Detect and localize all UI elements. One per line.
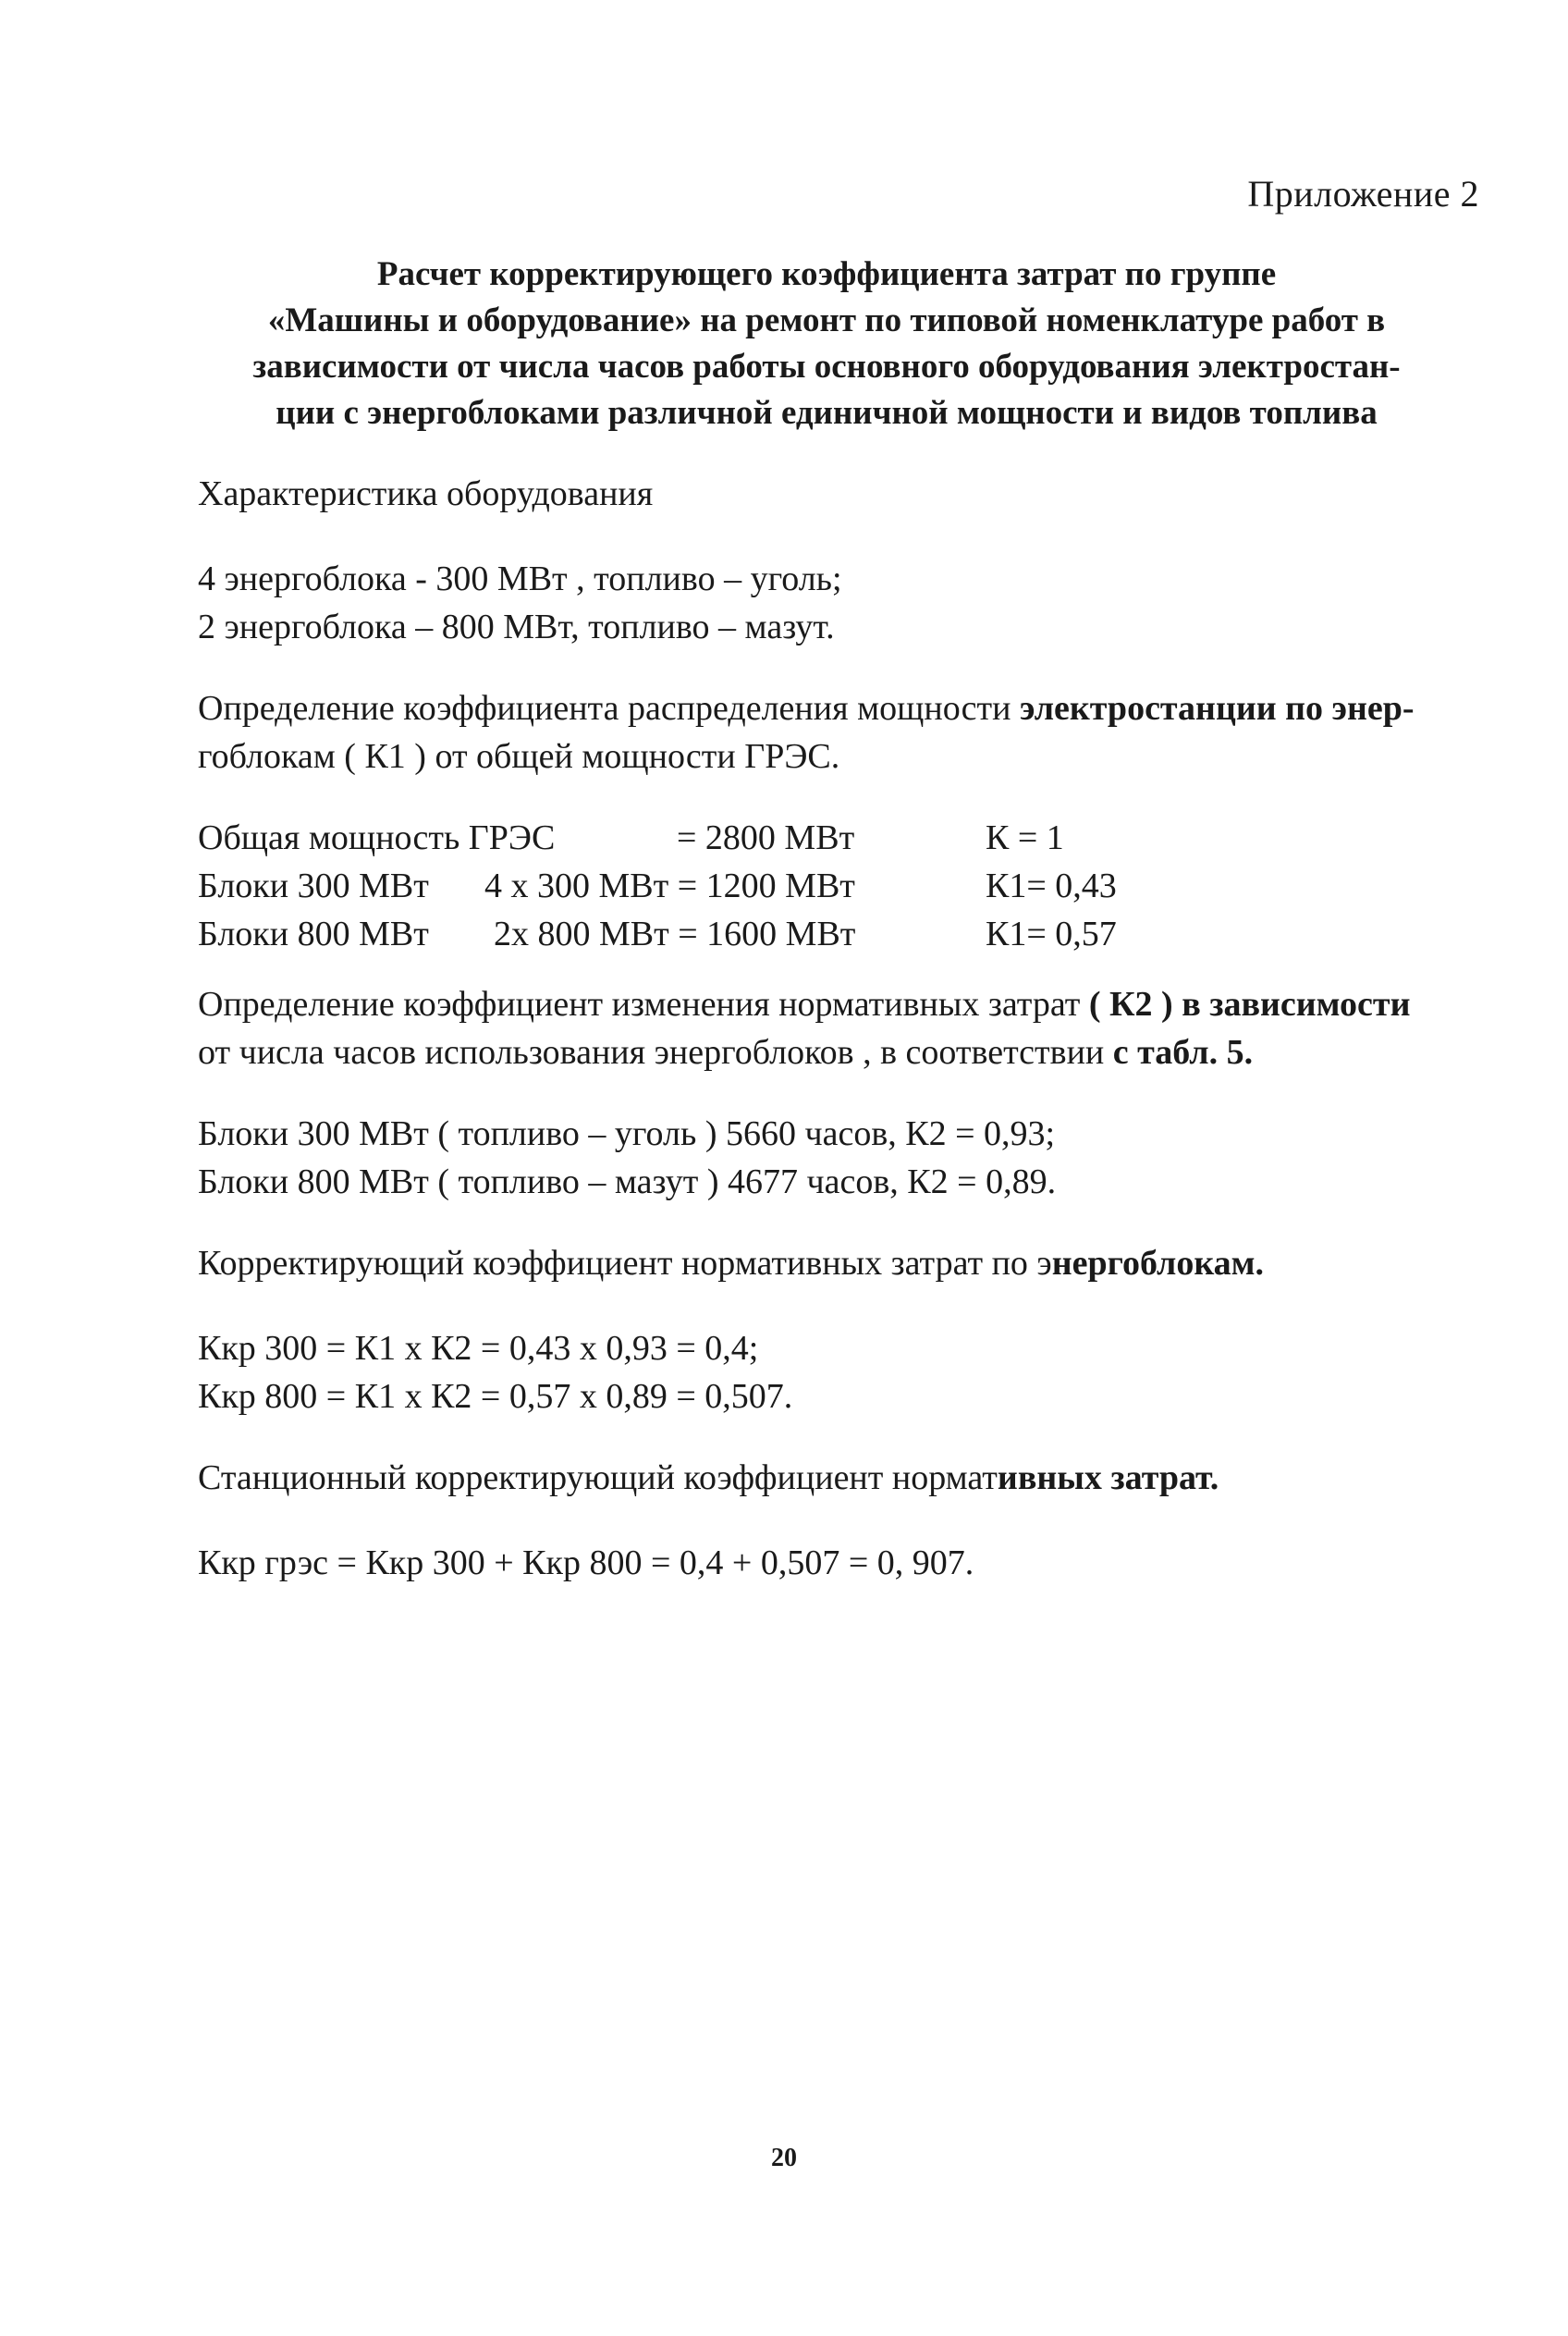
page-number: 20 <box>771 2144 797 2172</box>
k1-row-label: Блоки 300 МВт <box>198 867 429 905</box>
k2-text-bold: с табл. 5. <box>1112 1033 1254 1072</box>
k1-row-coef: К = 1 <box>986 818 1064 857</box>
kkr-heading-text: Корректирующий коэффициент нормативных затрат по э <box>198 1244 1052 1283</box>
title-line: «Машины и оборудование» на ремонт по типовой номенклатуре работ в <box>267 301 1386 339</box>
station-heading-text: Станционный корректирующий коэффициент нормат <box>198 1458 998 1497</box>
k1-table <box>198 814 1400 958</box>
equipment-heading: Характеристика оборудования <box>198 474 654 513</box>
station-heading-bold: ивных затрат. <box>997 1458 1219 1497</box>
kkr-heading-bold: нергоблокам. <box>1051 1244 1265 1283</box>
k1-row-coef: К1= 0,43 <box>986 867 1117 905</box>
k2-row: Блоки 800 МВт ( топливо – мазут ) 4677 часов, К2 = 0,89. <box>198 1162 1057 1201</box>
kkr-heading <box>198 1239 1264 1287</box>
k1-row <box>198 814 1400 862</box>
document-title <box>181 252 1472 436</box>
station-formula: Ккр грэс = Ккр 300 + Ккр 800 = 0,4 + 0,507 = 0, 907. <box>198 1543 974 1582</box>
k1-row-calc: 4 х 300 МВт = 1200 МВт <box>484 867 855 905</box>
station-heading <box>198 1454 1219 1502</box>
k1-row <box>198 910 1400 958</box>
k2-text: Определение коэффициент изменения нормативных затрат <box>198 985 1089 1024</box>
equipment-line: 2 энергоблока – 800 МВт, топливо – мазут. <box>198 608 835 646</box>
k1-row-calc: 2х 800 МВт = 1600 МВт <box>494 915 856 953</box>
equipment-line: 4 энергоблока - 300 МВт , топливо – уголь; <box>198 559 842 598</box>
k2-values <box>198 1110 1056 1206</box>
k2-row: Блоки 300 МВт ( топливо – уголь ) 5660 часов, К2 = 0,93; <box>198 1114 1056 1153</box>
title-line: Расчет корректирующего коэффициента затрат по группе <box>376 255 1277 293</box>
k2-definition <box>198 980 1410 1076</box>
k1-text: Определение коэффициента распределения мощности <box>198 689 1020 728</box>
title-line: зависимости от числа часов работы основного оборудования электростан- <box>252 348 1401 386</box>
equipment-list <box>198 555 842 651</box>
k2-text-bold: ( К2 ) в зависимости <box>1088 985 1411 1024</box>
kkr-values <box>198 1324 792 1420</box>
k1-row <box>198 862 1400 910</box>
title-line: ции с энергоблоками различной единичной мощности и видов топлива <box>276 394 1378 432</box>
kkr-row: Ккр 300 = К1 х К2 = 0,43 х 0,93 = 0,4; <box>198 1329 759 1368</box>
k1-text-bold: электростанции по энер- <box>1019 689 1415 728</box>
k1-row-label: Блоки 800 МВт <box>198 915 429 953</box>
kkr-row: Ккр 800 = К1 х К2 = 0,57 х 0,89 = 0,507. <box>198 1377 793 1416</box>
k1-row-label: Общая мощность ГРЭС <box>198 818 556 857</box>
k1-row-coef: К1= 0,57 <box>986 915 1117 953</box>
k1-text: гоблокам ( К1 ) от общей мощности ГРЭС. <box>198 737 840 776</box>
appendix-label: Приложение 2 <box>1247 173 1479 215</box>
k1-definition <box>198 684 1415 781</box>
k2-text: от числа часов использования энергоблоков , в соответствии <box>198 1033 1113 1072</box>
k1-row-calc: = 2800 МВт <box>677 818 855 857</box>
